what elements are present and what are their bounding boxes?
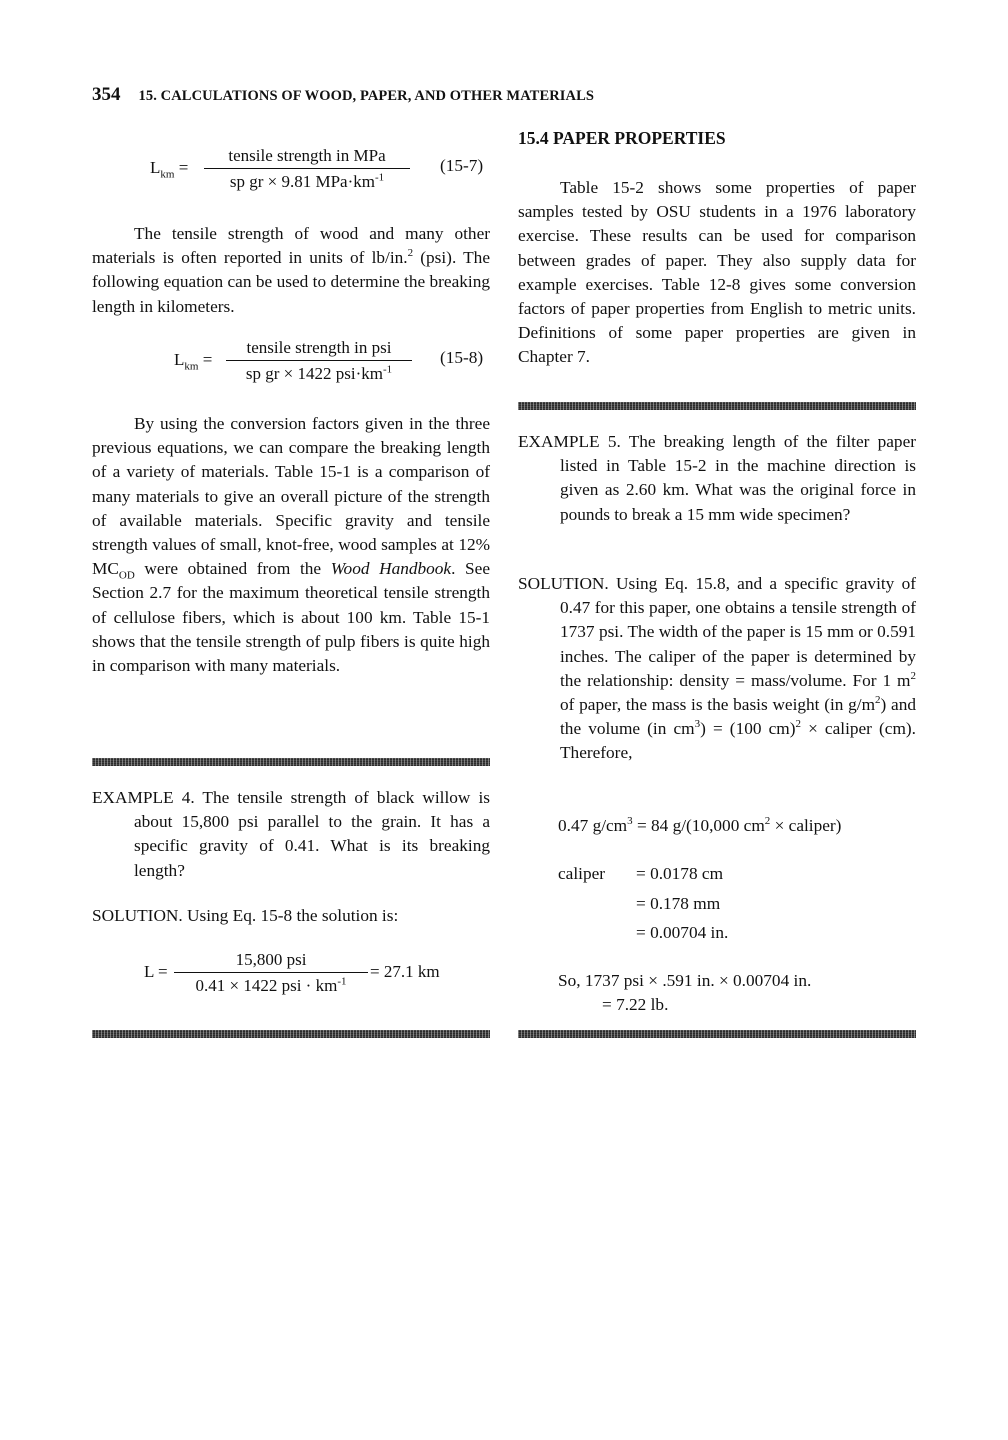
solution-5: SOLUTION. Using Eq. 15.8, and a specific gravity of 0.47 for this paper, one obtains a tensile strength of 1737 psi. The width of the paper is 15 mm or 0.591 inches. The caliper of the paper is determined by the relationship: density = mass/volume. For 1 $m^2$ of paper, the mass is the basis weight (in $g/m^2$) and the volume (in $cm^3) = (100$ cm)$^2$ × caliper (cm). Therefore, xyxy=(518,574,916,763)
equation-15-8: $L_{km}$ = tensile strength in psi sp gr × 1422 $psi\cdot km^{-1}$ (15-8) xyxy=(174,338,484,383)
final-result: = 7.22 lb. xyxy=(602,995,669,1014)
numerator: tensile strength in psi xyxy=(226,338,412,361)
paragraph: By using the conversion factors given in the three previous equations, we can compare the breaking length of a variety of materials. Table 15-1 is a comparison of many materials to give an overall picture of the strength of available materials. Specific gravity and tensile strength values of small, knot-free, wood samples at 12% $MC_{OD}$ were obtained from the Wood Handbook. See Section 2.7 for the maximum theoretical tensile strength of cellulose fibers, which is about 100 km. Table 15-1 shows that the tensile strength of pulp fibers is quite high in comparison with many materials. xyxy=(92,414,491,676)
section-heading: 15.4 PAPER PROPERTIES xyxy=(518,128,726,148)
paragraph: The tensile strength of wood and many other materials is often reported in units of lb/in.$^2$ (psi). The following equation can be used to determine the breaking length in kilometers. xyxy=(92,224,490,316)
fraction xyxy=(204,146,410,192)
denominator: sp gr × 1422 $psi\cdot km^{-1}$ xyxy=(245,363,393,383)
example-4: EXAMPLE 4. The tensile strength of black willow is about 15,800 psi parallel to the grain. It has a specific gravity of 0.41. What is its breaking length? xyxy=(92,788,490,880)
running-header xyxy=(92,84,922,106)
divider-rule xyxy=(92,758,490,766)
final-calc: So, 1737 psi × .591 in. × 0.00704 in. xyxy=(558,971,812,990)
paragraph: Table 15-2 shows some properties of paper samples tested by OSU students in a 1976 laboratory exercise. These results can be used for comparison between grades of paper. They also supply data for example exercises. Table 12-8 gives some conversion factors of paper properties from English to metric units. Definitions of some paper properties are given in Chapter 7. xyxy=(518,178,916,367)
equation-15-7: $L_{km}$ = tensile strength in MPa sp gr × 9.81 $MPa\cdot km^{-1}$ (15-7) xyxy=(150,146,484,191)
caliper-value: = 0.0178 cm xyxy=(636,864,724,883)
caliper-label: caliper xyxy=(558,864,606,883)
denominator: 0.41 × 1422 psi · $km^{-1}$ xyxy=(195,975,347,995)
fraction xyxy=(226,338,412,384)
running-title: 15. CALCULATIONS OF WOOD, PAPER, AND OTHER MATERIALS xyxy=(138,88,595,104)
equation-label: (15-8) xyxy=(440,348,484,367)
density-equation: 0.47 $g/cm^3 = 84$ g/(10,000 $cm^2$ × caliper) xyxy=(558,815,842,835)
caliper-value: = 0.00704 in. xyxy=(636,923,729,942)
divider-rule xyxy=(518,402,916,410)
fraction xyxy=(174,950,368,996)
denominator: sp gr × 9.81 $MPa\cdot km^{-1}$ xyxy=(229,171,385,191)
divider-rule xyxy=(518,1030,916,1038)
caliper-value: = 0.178 mm xyxy=(636,894,721,913)
numerator: tensile strength in MPa xyxy=(204,146,410,169)
divider-rule xyxy=(92,1030,490,1038)
equation-label: (15-7) xyxy=(440,156,484,175)
example-5: EXAMPLE 5. The breaking length of the filter paper listed in Table 15-2 in the machine direction is given as 2.60 km. What was the original force in pounds to break a 15 mm wide specimen? xyxy=(518,432,916,524)
result: = 27.1 km xyxy=(370,962,440,981)
page-number: 354 xyxy=(92,84,121,105)
numerator: 15,800 psi xyxy=(174,950,368,973)
solution-equation: L = 15,800 psi 0.41 × 1422 psi · $km^{-1}$ = 27.1 km xyxy=(144,950,440,995)
solution-4: SOLUTION. Using Eq. 15-8 the solution is: xyxy=(92,906,399,925)
